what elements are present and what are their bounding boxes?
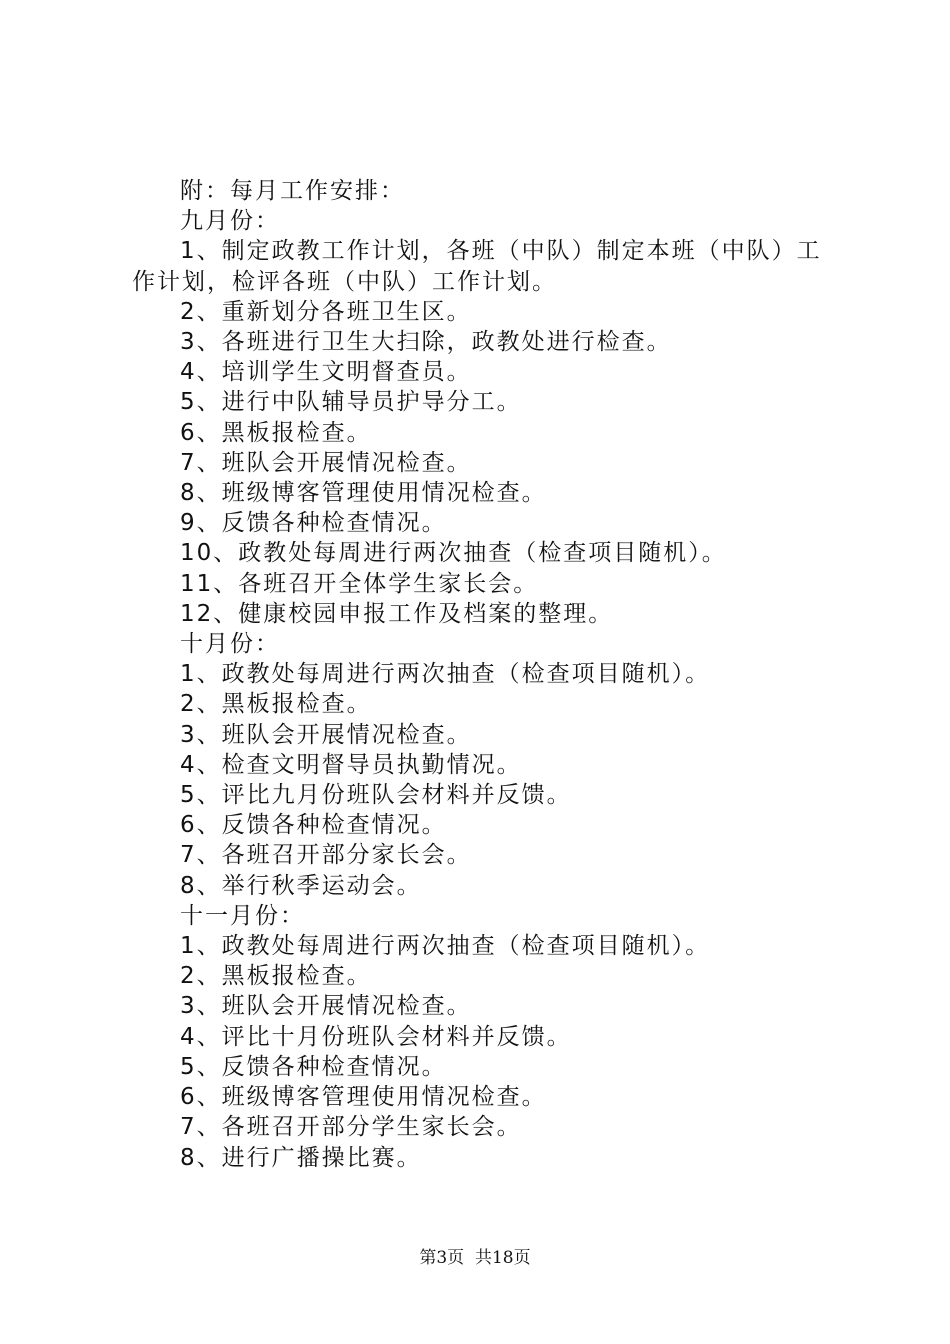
page-number-footer: 第3页 共18页 [419, 1248, 531, 1268]
list-item: 7、班队会开展情况检查。 [180, 449, 472, 476]
list-item: 3、班队会开展情况检查。 [180, 993, 472, 1020]
list-item: 1、制定政教工作计划，各班（中队）制定本班（中队）工作计划，检评各班（中队）工作计划。 [132, 238, 822, 295]
list-item: 5、评比九月份班队会材料并反馈。 [180, 782, 572, 809]
list-item: 10、政教处每周进行两次抽查（检查项目随机）。 [180, 540, 727, 567]
month-heading-september: 九月份： [180, 208, 280, 235]
month-heading-november: 十一月份： [180, 902, 305, 929]
list-item: 3、班队会开展情况检查。 [180, 721, 472, 748]
list-item: 11、各班召开全体学生家长会。 [180, 570, 539, 597]
list-item: 12、健康校园申报工作及档案的整理。 [180, 600, 614, 627]
list-item: 2、黑板报检查。 [180, 691, 372, 718]
list-item: 4、检查文明督导员执勤情况。 [180, 751, 522, 778]
list-item: 4、培训学生文明督查员。 [180, 359, 472, 386]
list-item: 8、举行秋季运动会。 [180, 872, 422, 899]
document-body [132, 176, 832, 1173]
month-heading-october: 十月份： [180, 631, 280, 658]
list-item: 7、各班召开部分家长会。 [180, 842, 472, 869]
list-item: 8、进行广播操比赛。 [180, 1144, 422, 1171]
list-item: 9、反馈各种检查情况。 [180, 510, 447, 537]
list-item: 5、反馈各种检查情况。 [180, 1053, 447, 1080]
list-item: 6、班级博客管理使用情况检查。 [180, 1084, 547, 1111]
list-item: 1、政教处每周进行两次抽查（检查项目随机）。 [180, 933, 711, 960]
attachment-heading: 附：每月工作安排： [180, 178, 405, 204]
list-item: 2、重新划分各班卫生区。 [180, 298, 472, 325]
list-item: 8、班级博客管理使用情况检查。 [180, 480, 547, 507]
list-item: 5、进行中队辅导员护导分工。 [180, 389, 522, 416]
list-item: 3、各班进行卫生大扫除，政教处进行检查。 [180, 329, 672, 356]
list-item: 7、各班召开部分学生家长会。 [180, 1114, 522, 1141]
list-item: 6、黑板报检查。 [180, 419, 372, 446]
list-item: 1、政教处每周进行两次抽查（检查项目随机）。 [180, 661, 711, 688]
list-item: 2、黑板报检查。 [180, 963, 372, 990]
list-item: 6、反馈各种检查情况。 [180, 812, 447, 839]
list-item: 4、评比十月份班队会材料并反馈。 [180, 1023, 572, 1050]
